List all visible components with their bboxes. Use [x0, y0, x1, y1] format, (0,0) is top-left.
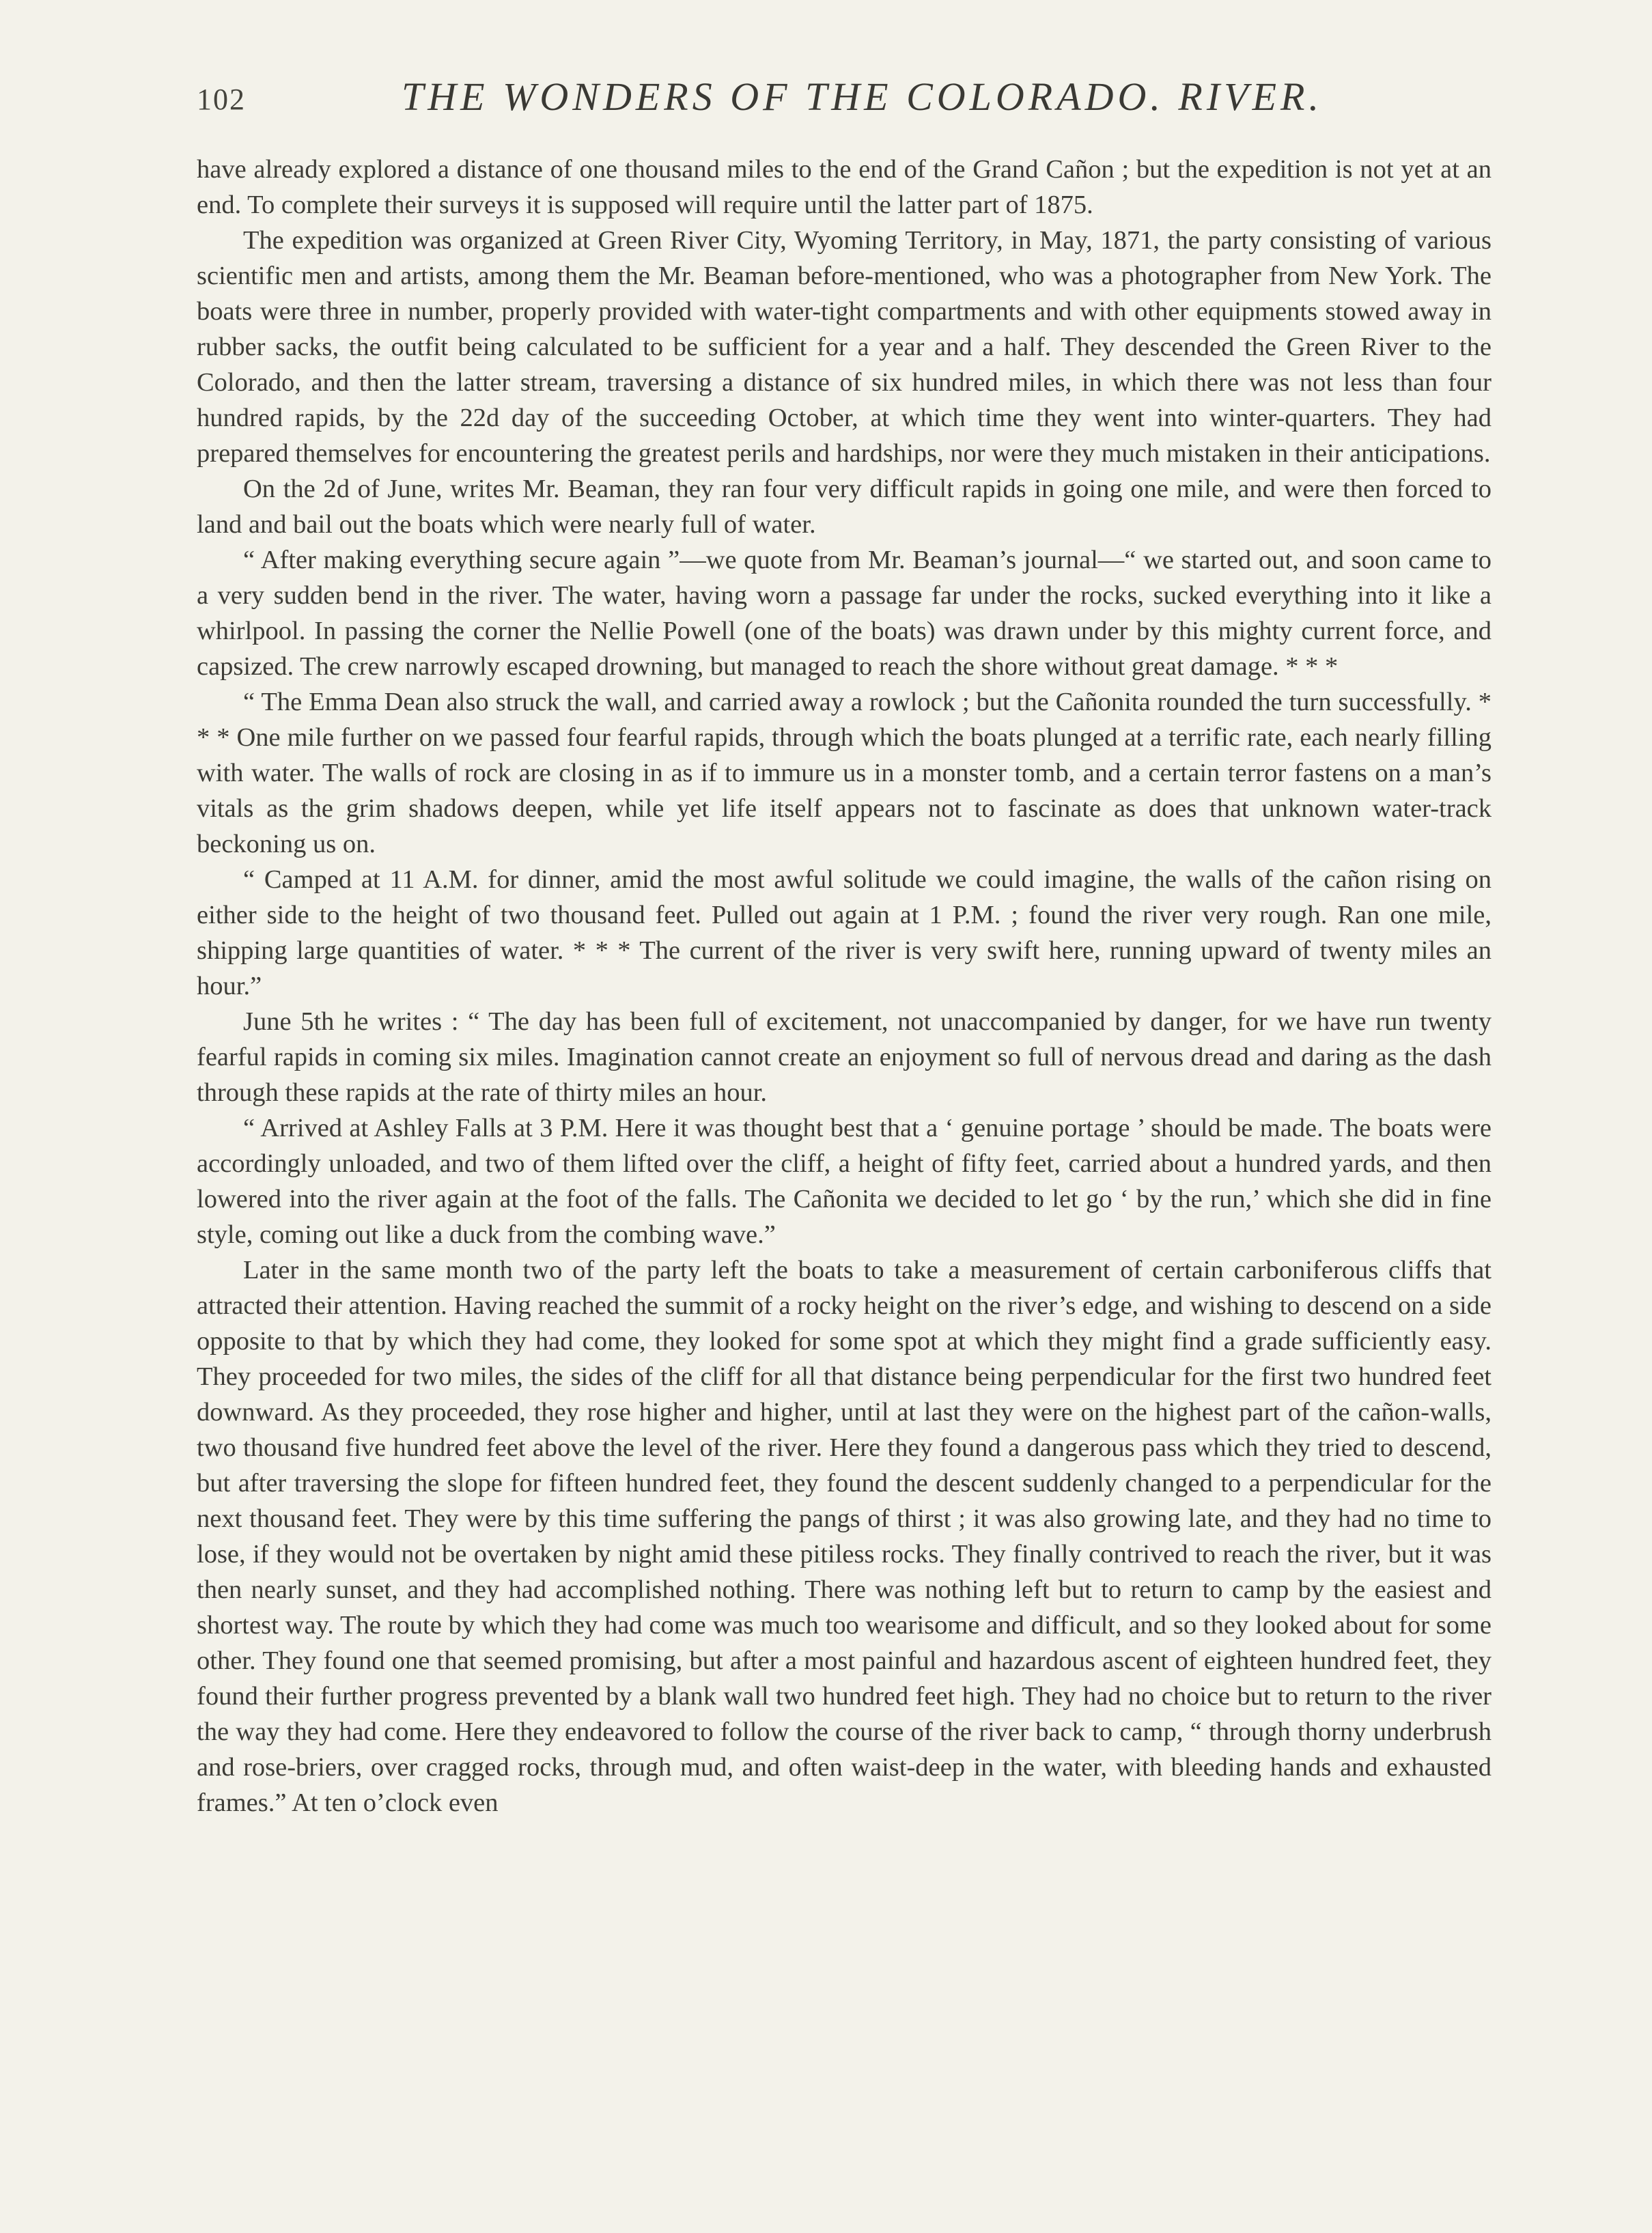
page-number: 102	[197, 83, 246, 116]
paragraph: “ The Emma Dean also struck the wall, and carried away a rowlock ; but the Cañonita rounded the turn successfully. * * * One mile further on we passed four fearful rapids, through which the boats plunged at a terrific rate, each nearly filling with water. The walls of rock are closing in as if to immure us in a monster tomb, and a certain terror fastens on a man’s vitals as the grim shadows deepen, while yet life itself appears not to fascinate as does that unknown water-track beckoning us on.	[197, 688, 1492, 858]
body-text	[197, 152, 1492, 1821]
paragraph: “ Camped at 11 A.M. for dinner, amid the most awful solitude we could imagine, the walls of the cañon rising on either side to the height of two thousand feet. Pulled out again at 1 P.M. ; found the river very rough. Ran one mile, shipping large quantities of water. * * * The current of the river is very swift here, running upward of twenty miles an hour.”	[197, 865, 1492, 1000]
running-title: THE WONDERS OF THE COLORADO. RIVER.	[402, 74, 1323, 119]
paragraph-continued: have already explored a distance of one thousand miles to the end of the Grand Cañon ; but the expedition is not yet at an end. To complete their surveys it is supposed will require until the latter part of 1875.	[197, 155, 1492, 219]
paragraph: June 5th he writes : “ The day has been full of excitement, not unaccompanied by danger, for we have run twenty fearful rapids in coming six miles. Imagination cannot create an enjoyment so full of nervous dread and daring as the dash through these rapids at the rate of thirty miles an hour.	[197, 1007, 1492, 1107]
page-header	[197, 74, 1492, 135]
paragraph: “ Arrived at Ashley Falls at 3 P.M. Here it was thought best that a ‘ genuine portage ’ should be made. The boats were accordingly unloaded, and two of them lifted over the cliff, a height of fifty feet, carried about a hundred yards, and then lowered into the river again at the foot of the falls. The Cañonita we decided to let go ‘ by the run,’ which she did in fine style, coming out like a duck from the combing wave.”	[197, 1114, 1492, 1249]
paragraph: The expedition was organized at Green River City, Wyoming Territory, in May, 1871, the party consisting of various scientific men and artists, among them the Mr. Beaman before-mentioned, who was a photographer from New York. The boats were three in number, properly provided with water-tight compartments and with other equipments stowed away in rubber sacks, the outfit being calculated to be sufficient for a year and a half. They descended the Green River to the Colorado, and then the latter stream, traversing a distance of six hundred miles, in which there was not less than four hundred rapids, by the 22d day of the succeeding October, at which time they went into winter-quarters. They had prepared themselves for encountering the greatest perils and hardships, nor were they much mistaken in their anticipations.	[197, 226, 1492, 468]
paragraph: “ After making everything secure again ”—we quote from Mr. Beaman’s journal—“ we started out, and soon came to a very sudden bend in the river. The water, having worn a passage far under the rocks, sucked everything into it like a whirlpool. In passing the corner the Nellie Powell (one of the boats) was drawn under by this mighty current force, and capsized. The crew narrowly escaped drowning, but managed to reach the shore without great damage. * * *	[197, 546, 1492, 681]
paragraph: On the 2d of June, writes Mr. Beaman, they ran four very difficult rapids in going one mile, and were then forced to land and bail out the boats which were nearly full of water.	[197, 475, 1492, 539]
paragraph: Later in the same month two of the party left the boats to take a measurement of certain carboniferous cliffs that attracted their attention. Having reached the summit of a rocky height on the river’s edge, and wishing to descend on a side opposite to that by which they had come, they looked for some spot at which they might find a grade sufficiently easy. They proceeded for two miles, the sides of the cliff for all that distance being perpendicular for the first two hundred feet downward. As they proceeded, they rose higher and higher, until at last they were on the highest part of the cañon-walls, two thousand five hundred feet above the level of the river. Here they found a dangerous pass which they tried to descend, but after traversing the slope for fifteen hundred feet, they found the descent suddenly changed to a perpendicular for the next thousand feet. They were by this time suffering the pangs of thirst ; it was also growing late, and they had no time to lose, if they would not be overtaken by night amid these pitiless rocks. They finally contrived to reach the river, but it was then nearly sunset, and they had accomplished nothing. There was nothing left but to return to camp by the easiest and shortest way. The route by which they had come was much too wearisome and difficult, and so they looked about for some other. They found one that seemed promising, but after a most painful and hazardous ascent of eighteen hundred feet, they found their further progress prevented by a blank wall two hundred feet high. They had no choice but to return to the river the way they had come. Here they endeavored to follow the course of the river back to camp, “ through thorny underbrush and rose-briers, over cragged rocks, through mud, and often waist-deep in the water, with bleeding hands and exhausted frames.” At ten o’clock even	[197, 1256, 1492, 1817]
